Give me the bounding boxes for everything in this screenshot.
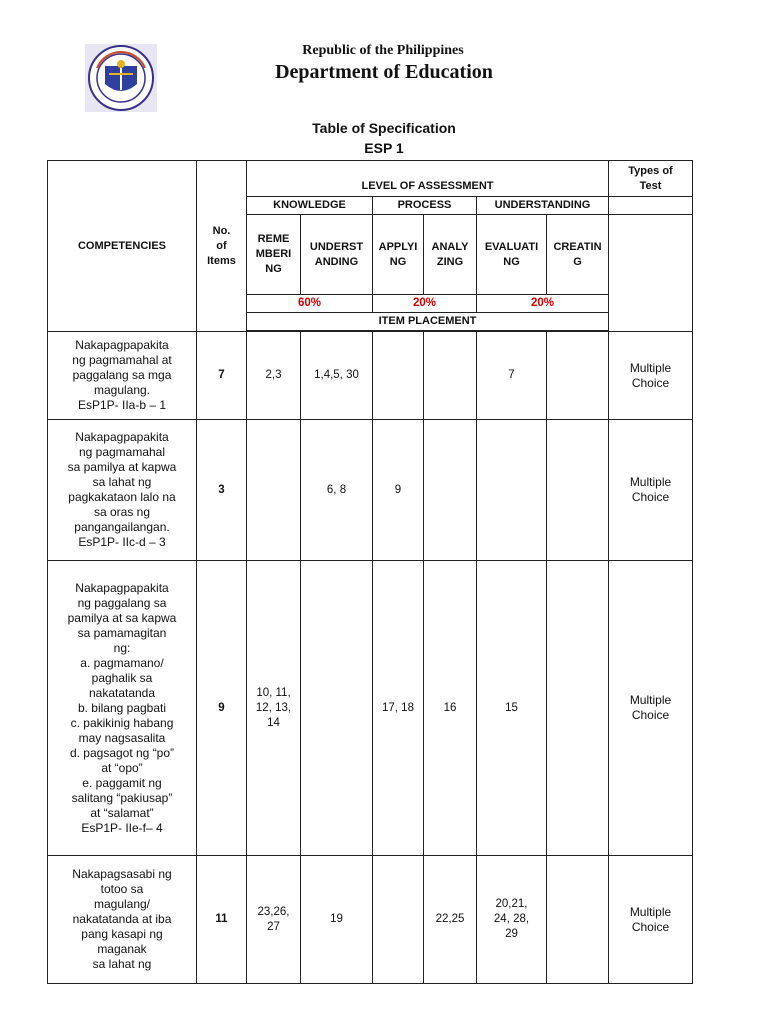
creating-cell [547, 856, 609, 984]
understanding-percent: 20% [477, 295, 609, 313]
evaluating-cell: 20,21, 24, 28, 29 [477, 856, 547, 984]
understanding-sub-header: UNDERST ANDING [301, 215, 373, 295]
specification-table [47, 160, 693, 984]
understanding-cell [301, 561, 373, 856]
blank-cell [609, 197, 693, 215]
applying-cell: 17, 18 [373, 561, 424, 856]
remembering-cell: 10, 11, 12, 13, 14 [247, 561, 301, 856]
items-count: 3 [197, 420, 247, 561]
level-of-assessment-header: LEVEL OF ASSESSMENT [247, 161, 609, 197]
analyzing-cell [424, 332, 477, 420]
understanding-cell: 19 [301, 856, 373, 984]
no-of-items-header: No. of Items [197, 161, 247, 332]
applying-header: APPLYI NG [373, 215, 424, 295]
competencies-header: COMPETENCIES [48, 161, 197, 332]
understanding-header: UNDERSTANDING [477, 197, 609, 215]
remembering-cell: 23,26, 27 [247, 856, 301, 984]
knowledge-header: KNOWLEDGE [247, 197, 373, 215]
competency-cell: Nakapagpapakita ng pagmamahal at paggalang sa mga magulang. EsP1P- IIa-b – 1 [48, 332, 197, 420]
process-percent: 20% [373, 295, 477, 313]
document-subtitle: ESP 1 [364, 140, 404, 156]
remembering-cell [247, 420, 301, 561]
applying-cell [373, 332, 424, 420]
process-header: PROCESS [373, 197, 477, 215]
items-count: 9 [197, 561, 247, 856]
creating-header: CREATIN G [547, 215, 609, 295]
blank-cell [609, 215, 693, 332]
analyzing-cell: 16 [424, 561, 477, 856]
items-count: 11 [197, 856, 247, 984]
department-title: Department of Education [275, 61, 493, 83]
remembering-cell: 2,3 [247, 332, 301, 420]
understanding-cell: 6, 8 [301, 420, 373, 561]
table-row [48, 332, 693, 420]
competency-cell: Nakapagpapakita ng pagmamahal sa pamilya at kapwa sa lahat ng pagkakataon lalo na sa oras ng pangangailangan. EsP1P- IIc-d – 3 [48, 420, 197, 561]
evaluating-header: EVALUATI NG [477, 215, 547, 295]
remembering-header: REME MBERI NG [247, 215, 301, 295]
evaluating-cell [477, 420, 547, 561]
test-type-cell: Multiple Choice [609, 332, 693, 420]
creating-cell [547, 561, 609, 856]
understanding-cell: 1,4,5, 30 [301, 332, 373, 420]
creating-cell [547, 332, 609, 420]
analyzing-cell: 22,25 [424, 856, 477, 984]
items-count: 7 [197, 332, 247, 420]
competency-cell: Nakapagsasabi ng totoo sa magulang/ nakatatanda at iba pang kasapi ng maganak sa lahat ng [48, 856, 197, 984]
evaluating-cell: 7 [477, 332, 547, 420]
competency-cell: Nakapagpapakita ng paggalang sa pamilya at sa kapwa sa pamamagitan ng: a. pagmamano/ paghalik sa nakatatanda b. bilang pagbati c. pakikinig habang may nagsasalita d. pagsagot ng “po” at “opo” e. paggamit ng salitang “pakiusap” at “salamat” EsP1P- IIe-f– 4 [48, 561, 197, 856]
republic-text: Republic of the Philippines [302, 43, 464, 58]
document-title: Table of Specification [312, 120, 456, 136]
deped-seal-icon [85, 44, 157, 112]
creating-cell [547, 420, 609, 561]
types-of-test-header: Types of Test [609, 161, 693, 197]
applying-cell: 9 [373, 420, 424, 561]
table-row [48, 856, 693, 984]
item-placement-header: ITEM PLACEMENT [247, 313, 609, 331]
table-row [48, 420, 693, 561]
test-type-cell: Multiple Choice [609, 561, 693, 856]
document-header [0, 0, 768, 120]
test-type-cell: Multiple Choice [609, 856, 693, 984]
table-row [48, 561, 693, 856]
test-type-cell: Multiple Choice [609, 420, 693, 561]
analyzing-header: ANALY ZING [424, 215, 477, 295]
evaluating-cell: 15 [477, 561, 547, 856]
analyzing-cell [424, 420, 477, 561]
knowledge-percent: 60% [247, 295, 373, 313]
applying-cell [373, 856, 424, 984]
